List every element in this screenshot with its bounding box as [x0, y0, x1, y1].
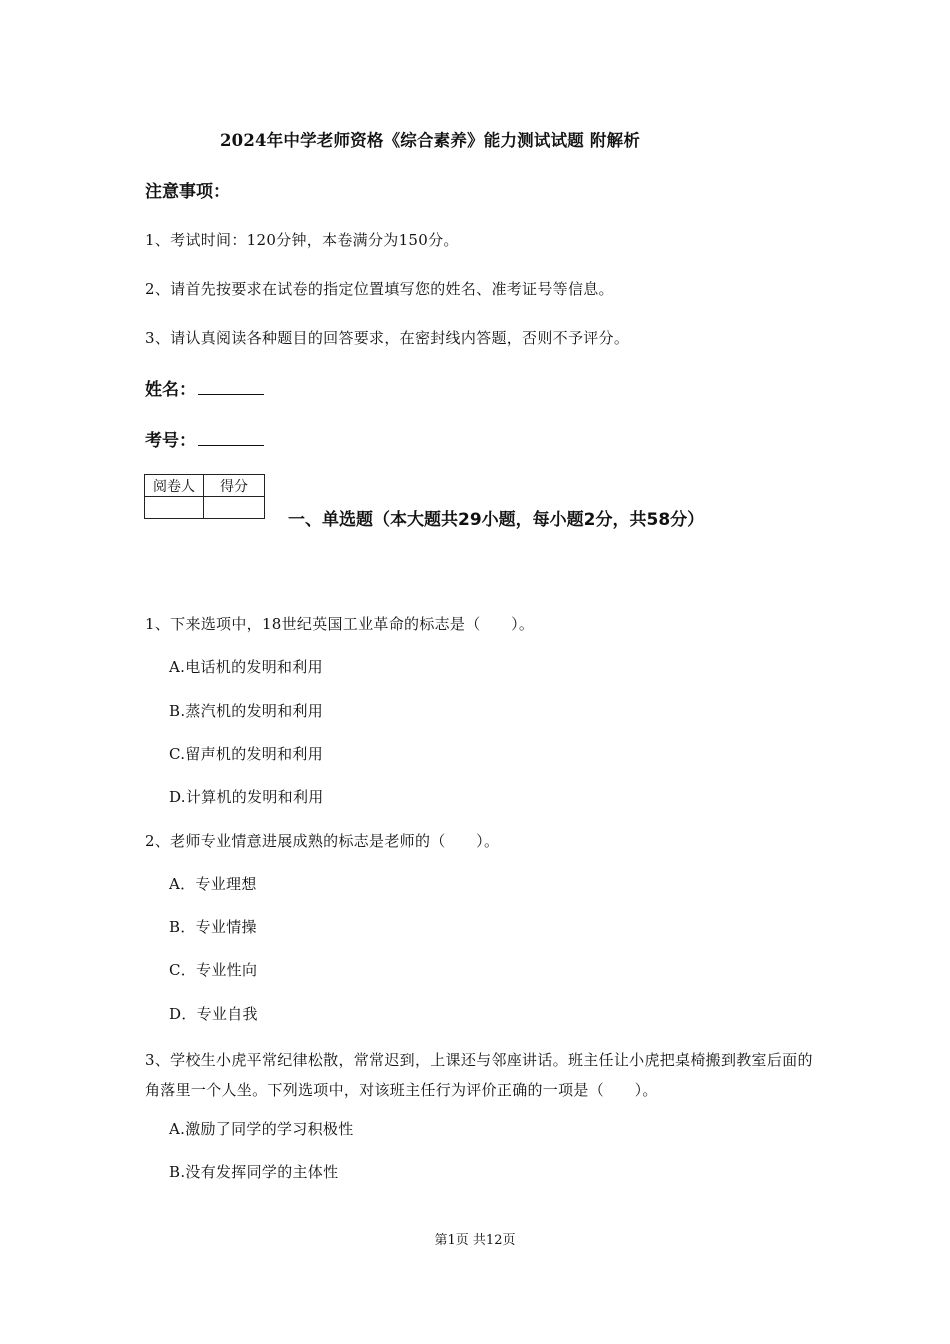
- question-1-option-c: C.留声机的发明和利用: [169, 745, 324, 763]
- name-label: 姓名：: [145, 380, 196, 400]
- question-2-option-c: C．专业性向: [169, 961, 258, 979]
- question-2-option-a: A．专业理想: [169, 875, 257, 893]
- notice-item-3: 3、请认真阅读各种题目的回答要求，在密封线内答题，否则不予评分。: [145, 329, 630, 347]
- question-1-stem: 1、下来选项中，18世纪英国工业革命的标志是（ ）。: [145, 615, 535, 633]
- question-2-option-d: D．专业自我: [169, 1005, 258, 1023]
- document-title: 2024年中学老师资格《综合素养》能力测试试题 附解析: [219, 131, 641, 150]
- question-3-option-a: A.激励了同学的学习积极性: [169, 1120, 354, 1138]
- notice-heading: 注意事项：: [145, 182, 230, 202]
- score-table-cell-grader: [145, 497, 204, 519]
- question-1-option-d: D.计算机的发明和利用: [169, 788, 324, 806]
- exam-number-blank-line: [198, 429, 264, 446]
- question-1-option-a: A.电话机的发明和利用: [169, 658, 323, 676]
- exam-number-label: 考号：: [145, 431, 196, 451]
- question-3-option-b: B.没有发挥同学的主体性: [169, 1163, 339, 1181]
- score-table-cell-score: [204, 497, 265, 519]
- name-field: [145, 375, 264, 400]
- score-table: [144, 474, 265, 519]
- exam-number-field: [145, 426, 264, 451]
- page-footer: 第1页 共12页: [434, 1233, 516, 1248]
- question-2-stem: 2、老师专业情意进展成熟的标志是老师的（ ）。: [145, 832, 500, 850]
- question-1-option-b: B.蒸汽机的发明和利用: [169, 702, 324, 720]
- question-3-stem: 3、学校生小虎平常纪律松散，常常迟到，上课还与邻座讲话。班主任让小虎把桌椅搬到教室后面的角落里一个人坐。下列选项中，对该班主任行为评价正确的一项是（ ）。: [145, 1051, 813, 1099]
- section-title: 一、单选题（本大题共29小题，每小题2分，共58分）: [288, 510, 705, 530]
- notice-item-2: 2、请首先按要求在试卷的指定位置填写您的姓名、准考证号等信息。: [145, 280, 614, 298]
- question-2-option-b: B．专业情操: [169, 918, 257, 936]
- notice-item-1: 1、考试时间：120分钟，本卷满分为150分。: [145, 231, 459, 249]
- score-table-header-grader: 阅卷人: [145, 475, 204, 497]
- name-blank-line: [198, 378, 264, 395]
- score-table-header-score: 得分: [204, 475, 265, 497]
